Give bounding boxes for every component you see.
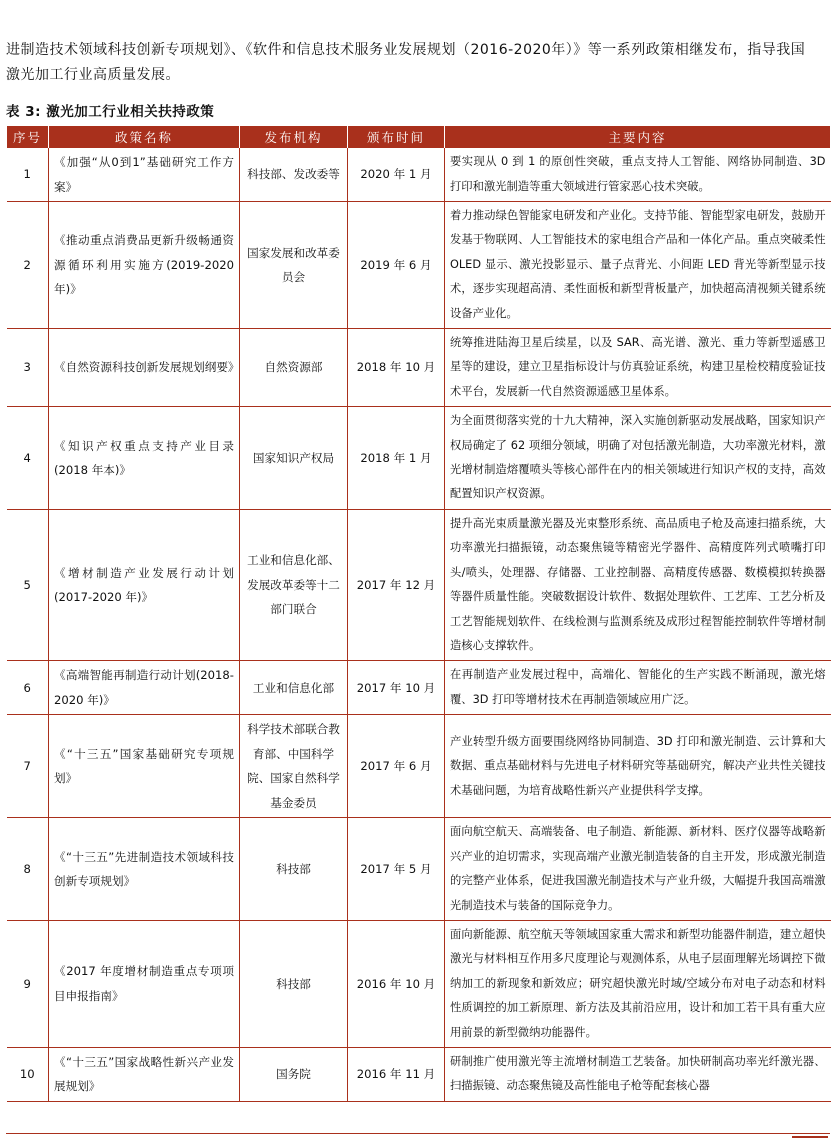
policy-name: 《增材制造产业发展行动计划(2017-2020 年)》 <box>49 509 240 660</box>
row-number: 6 <box>7 661 49 715</box>
table-row <box>7 818 831 921</box>
row-number: 7 <box>7 715 49 818</box>
issue-date: 2020 年 1 月 <box>348 148 445 202</box>
main-content: 统筹推进陆海卫星后续星，以及 SAR、高光谱、激光、重力等新型遥感卫星等的建设，建立卫星指标设计与仿真验证系统，构建卫星检校精度验证技术平台，发展新一代自然资源遥感卫星体系。 <box>445 329 831 407</box>
main-content: 研制推广使用激光等主流增材制造工艺装备。加快研制高功率光纤激光器、扫描振镜、动态聚焦镜及高性能电子枪等配套核心器 <box>445 1047 831 1101</box>
policy-name: 《高端智能再制造行动计划(2018-2020 年)》 <box>49 661 240 715</box>
table-row <box>7 920 831 1047</box>
issue-date: 2017 年 12 月 <box>348 509 445 660</box>
policy-name: 《自然资源科技创新发展规划纲要》 <box>49 329 240 407</box>
agency: 科技部 <box>240 920 348 1047</box>
agency: 国家发展和改革委员会 <box>240 202 348 329</box>
agency: 科技部、发改委等 <box>240 148 348 202</box>
agency: 工业和信息化部、发展改革委等十二部门联合 <box>240 509 348 660</box>
table-row <box>7 148 831 202</box>
issue-date: 2016 年 10 月 <box>348 920 445 1047</box>
agency: 国务院 <box>240 1047 348 1101</box>
policy-name: 《2017 年度增材制造重点专项项目申报指南》 <box>49 920 240 1047</box>
row-number: 5 <box>7 509 49 660</box>
table-caption: 表 3: 激光加工行业相关扶持政策 <box>6 104 215 120</box>
page-corner-mark <box>792 1136 828 1138</box>
main-content: 产业转型升级方面要围绕网络协同制造、3D 打印和激光制造、云计算和大数据、重点基础材料与先进电子材料研究等基础研究，解决产业共性关键技术基础问题，为培育战略性新兴产业提供科学支撑。 <box>445 715 831 818</box>
row-number: 4 <box>7 407 49 510</box>
issue-date: 2018 年 10 月 <box>348 329 445 407</box>
issue-date: 2017 年 10 月 <box>348 661 445 715</box>
row-number: 8 <box>7 818 49 921</box>
issue-date: 2017 年 6 月 <box>348 715 445 818</box>
intro-paragraph: 进制造技术领域科技创新专项规划》、《软件和信息技术服务业发展规划（2016-2020年）》等一系列政策相继发布，指导我国激光加工行业高质量发展。 <box>6 42 806 83</box>
issue-date: 2019 年 6 月 <box>348 202 445 329</box>
policy-name: 《“十三五”国家基础研究专项规划》 <box>49 715 240 818</box>
agency: 工业和信息化部 <box>240 661 348 715</box>
agency: 自然资源部 <box>240 329 348 407</box>
table-row <box>7 1047 831 1101</box>
row-number: 10 <box>7 1047 49 1101</box>
issue-date: 2017 年 5 月 <box>348 818 445 921</box>
policy-name: 《“十三五”先进制造技术领域科技创新专项规划》 <box>49 818 240 921</box>
header-content: 主要内容 <box>445 126 831 148</box>
header-date: 颁布时间 <box>348 126 445 148</box>
main-content: 提升高光束质量激光器及光束整形系统、高品质电子枪及高速扫描系统，大功率激光扫描振镜，动态聚焦镜等精密光学器件、高精度阵列式喷嘴打印头/喷头，处理器、存储器、工业控制器、高精度传感器、数模模拟转换器等器件质量性能。突破数据设计软件、数据处理软件、工艺库、工艺分析及工艺智能规划软件、在线检测与监测系统及成形过程智能控制软件等增材制造核心支撑软件。 <box>445 509 831 660</box>
main-content: 面向新能源、航空航天等领域国家重大需求和新型功能器件制造，建立超快激光与材料相互作用多尺度理论与观测体系，从电子层面理解光场调控下微纳加工的新现象和新效应；研究超快激光时域/空域分布对电子动态和材料性质调控的加工新原理、新方法及其前沿应用，设计和加工若干具有重大应用前景的新型微纳功能器件。 <box>445 920 831 1047</box>
table-row <box>7 715 831 818</box>
policy-name: 《知识产权重点支持产业目录(2018 年本)》 <box>49 407 240 510</box>
table-header-row <box>7 126 831 148</box>
table-row <box>7 661 831 715</box>
main-content: 着力推动绿色智能家电研发和产业化。支持节能、智能型家电研发，鼓励开发基于物联网、人工智能技术的家电组合产品和一体化产品。重点突破柔性 OLED 显示、激光投影显示、量子点背光、小间距 LED 背光等新型显示技术，逐步实现超高清、柔性面板和新型背板量产，加快超高清视频关键系统设备产业化。 <box>445 202 831 329</box>
policy-table <box>6 126 831 1102</box>
agency: 科技部 <box>240 818 348 921</box>
table-row <box>7 509 831 660</box>
table-row <box>7 407 831 510</box>
issue-date: 2016 年 11 月 <box>348 1047 445 1101</box>
main-content: 为全面贯彻落实党的十九大精神，深入实施创新驱动发展战略，国家知识产权局确定了 62 项细分领域，明确了对包括激光制造，大功率激光材料，激光增材制造熔覆喷头等核心部件在内的相关领域进行知识产权的支持，高效配置知识产权资源。 <box>445 407 831 510</box>
main-content: 面向航空航天、高端装备、电子制造、新能源、新材料、医疗仪器等战略新兴产业的迫切需求，实现高端产业激光制造装备的自主开发，形成激光制造的完整产业体系，促进我国激光制造技术与产业升级，大幅提升我国高端激光制造技术与装备的国际竞争力。 <box>445 818 831 921</box>
table-row <box>7 329 831 407</box>
policy-name: 《推动重点消费品更新升级畅通资源循环利用实施方(2019-2020 年)》 <box>49 202 240 329</box>
agency: 国家知识产权局 <box>240 407 348 510</box>
page-bottom-rule <box>6 1133 830 1134</box>
row-number: 9 <box>7 920 49 1047</box>
row-number: 1 <box>7 148 49 202</box>
issue-date: 2018 年 1 月 <box>348 407 445 510</box>
main-content: 在再制造产业发展过程中，高端化、智能化的生产实践不断涌现，激光熔覆、3D 打印等增材技术在再制造领域应用广泛。 <box>445 661 831 715</box>
header-no: 序号 <box>7 126 49 148</box>
header-policy-name: 政策名称 <box>49 126 240 148</box>
agency: 科学技术部联合教育部、中国科学院、国家自然科学基金委员 <box>240 715 348 818</box>
header-agency: 发布机构 <box>240 126 348 148</box>
row-number: 2 <box>7 202 49 329</box>
policy-name: 《“十三五”国家战略性新兴产业发展规划》 <box>49 1047 240 1101</box>
table-row <box>7 202 831 329</box>
row-number: 3 <box>7 329 49 407</box>
policy-name: 《加强“从0到1”基础研究工作方案》 <box>49 148 240 202</box>
main-content: 要实现从 0 到 1 的原创性突破，重点支持人工智能、网络协同制造、3D 打印和激光制造等重大领域进行管家恶心技术突破。 <box>445 148 831 202</box>
